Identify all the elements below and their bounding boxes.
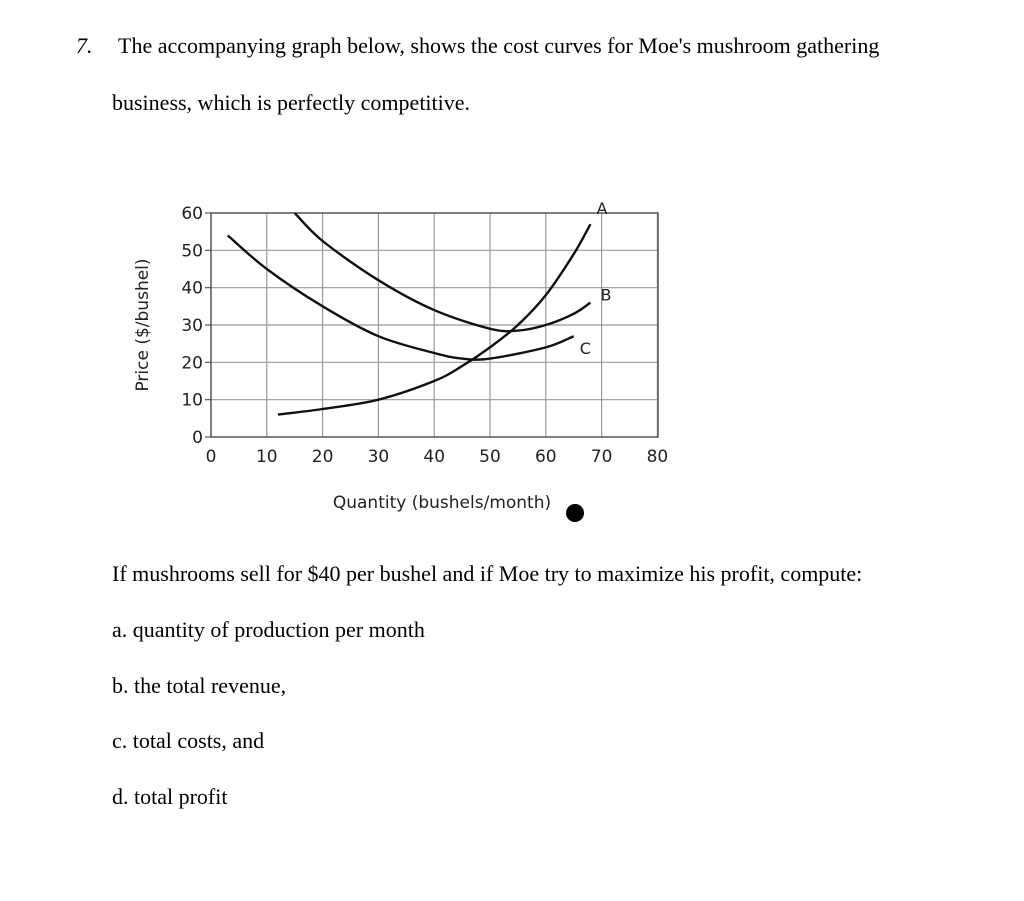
part-b: b. the total revenue, [112,673,287,698]
curves [228,213,591,415]
question-text-line-1: The accompanying graph below, shows the cost curves for Moe's mushroom gathering [118,33,880,58]
part-c: c. total costs, and [112,728,265,753]
x-tick-label: 80 [646,447,669,467]
y-tick-label: 30 [181,316,203,336]
y-tick-label: 60 [181,204,203,224]
question-number: 7. [76,33,93,58]
curve-c [228,235,574,359]
y-tick-label: 40 [181,278,203,299]
cost-curves-chart [110,190,690,530]
x-tick-label: 50 [479,447,501,467]
black-dot-marker [566,504,584,522]
x-tick-label: 30 [367,447,390,467]
x-tick-label: 60 [534,447,557,467]
x-axis-label: Quantity (bushels/month) [332,493,552,513]
part-d: d. total profit [112,784,228,809]
x-tick-label: 0 [205,447,217,467]
curve-label-c: C [579,339,591,359]
curve-label-a: A [596,199,608,219]
plot-grid [211,213,658,437]
y-axis-label: Price ($/bushel) [133,258,153,392]
curve-label-b: B [600,285,612,305]
y-tick-label: 50 [181,241,203,262]
question-text-line-2: business, which is perfectly competitive. [112,90,471,115]
x-tick-label: 40 [423,447,446,467]
y-tick-label: 0 [192,428,203,448]
x-tick-label: 20 [311,447,334,467]
y-tick-marks [181,204,668,467]
question-prompt: If mushrooms sell for $40 per bushel and if Moe try to maximize his profit, compute: [112,561,863,586]
x-tick-label: 10 [255,447,278,467]
y-tick-label: 20 [181,353,203,374]
part-a: a. quantity of production per month [112,617,425,642]
x-tick-label: 70 [590,447,613,467]
curve-labels [580,199,612,358]
y-tick-label: 10 [181,390,203,411]
